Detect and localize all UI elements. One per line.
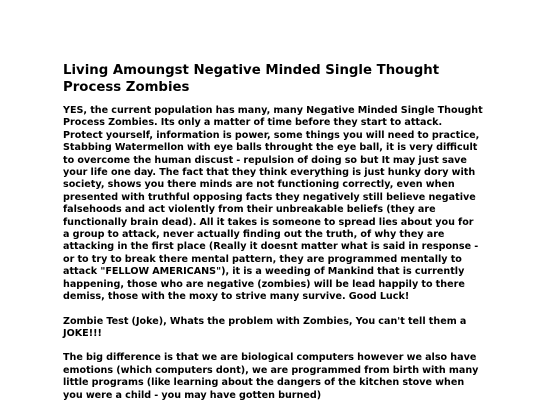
paragraph-zombie-test: Zombie Test (Joke), Whats the problem with Zombies, You can't tell them a JOKE!!! (63, 315, 467, 339)
paragraph-biological-computers: The big difference is that we are biological computers however we also have emotions (which computers dont), we are programmed from birth with many little programs (like learning about the dangers of the kitchen stove when you were a child - you may have gotten burned) (63, 352, 479, 401)
document-page (63, 62, 483, 402)
paragraph-zombie-population: YES, the current population has many, many Negative Minded Single Thought Process Zombies. Its only a matter of time before they start to attack. Protect yourself, information is power, some things you will need to practice, Stabbing Watermellon with eye balls throught the eye ball, it is very difficult to overcome the human discust - repulsion of doing so but It may just save your life one day. The fact that they think everything is just hunky dory with society, shows you there minds are not functioning correctly, even when presented with truthful opposing facts they negatively still believe negative falsehoods and act violently from their unbreakable beliefs (they are functionally brain dead). All it takes is someone to spread lies about you for a group to attack, never actually finding out the truth, of why they are attacking in the first place (Really it doesnt matter what is said in response - or to try to break there mental pattern, they are programmed mentally to attack "FELLOW AMERICANS"), it is a weeding of Mankind that is currently happening, those who are negative (zombies) will be lead happily to there demiss, those with the moxy to strive many survive. Good Luck! (63, 105, 483, 303)
document-title: Living Amoungst Negative Minded Single Thought Process Zombies (63, 63, 440, 95)
